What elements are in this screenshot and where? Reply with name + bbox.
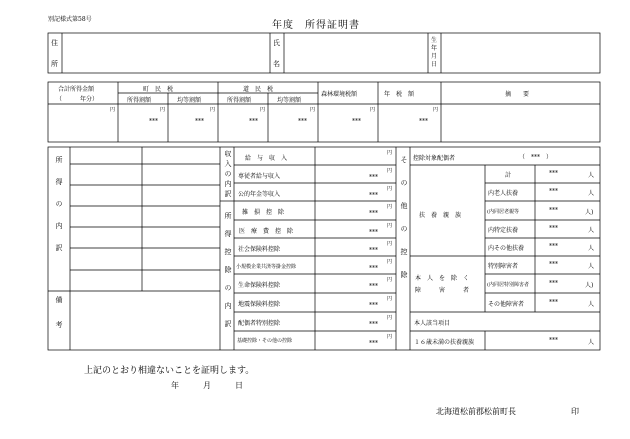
mid-value-9: *** <box>369 321 378 328</box>
other-dependent-label: 内その他扶養 <box>488 245 525 252</box>
page-title: 年度 所得証明書 <box>272 20 360 31</box>
prefectural-per-capita-value: *** <box>298 118 307 125</box>
other-dependent-value: *** <box>549 243 558 250</box>
salary-income-label: 給 与 収 入 <box>245 155 288 162</box>
mid-yen-4: 円 <box>387 223 393 229</box>
other-disabled-label: その他障害者 <box>488 301 525 308</box>
mid-yen-0: 円 <box>387 150 393 156</box>
certification-text: 上記のとおり相違ないことを証明します。 <box>84 366 255 376</box>
person-unit-7: 人) <box>585 282 594 289</box>
notes-label: 備考 <box>55 296 63 346</box>
yen-7: 円 <box>433 107 439 113</box>
person-unit-2: 人 <box>588 190 595 197</box>
yen-3: 円 <box>210 107 216 113</box>
special-dependent-value: *** <box>549 225 558 232</box>
family-employee-income-label: 専従者給与収入 <box>238 173 281 180</box>
mid-yen-6: 円 <box>387 259 393 265</box>
special-disabled-cohab-label: (内同居特別障害者 <box>487 282 529 288</box>
elderly-label: 内老人扶養 <box>488 190 519 197</box>
mid-yen-2: 円 <box>387 186 393 192</box>
social-insurance-deduction-label: 社会保険料控除 <box>238 246 281 253</box>
elderly-value: *** <box>549 188 558 195</box>
issuer-name: 北海道松前郡松前町長 <box>436 407 516 416</box>
name-label-1: 氏 <box>273 39 280 47</box>
life-insurance-deduction-label: 生命保険料控除 <box>238 282 281 289</box>
yen-1: 円 <box>110 107 116 113</box>
mid-value-7: *** <box>369 283 378 290</box>
mid-yen-10: 円 <box>387 334 393 340</box>
special-disabled-label: 特別障害者 <box>488 263 519 270</box>
spouse-label: 控除対象配偶者 <box>413 155 456 162</box>
dependents-total-label: 計 <box>505 172 512 179</box>
total-income-header: 合計所得金額 <box>58 86 95 93</box>
under16-label: １６歳未満の扶養親族 <box>414 339 475 346</box>
mid-value-8: *** <box>369 302 378 309</box>
spouse-special-deduction-label: 配偶者特別控除 <box>238 320 281 327</box>
disabled-label-2: 障 害 者 <box>415 287 470 294</box>
person-unit-5: 人 <box>588 245 595 252</box>
per-capita-header-1: 均等割額 <box>177 97 202 104</box>
person-unit-4: 人 <box>588 227 595 234</box>
person-unit-3: 人) <box>585 209 594 216</box>
elderly-cohab-value: *** <box>549 207 558 214</box>
annual-tax-header: 年 税 額 <box>384 91 415 98</box>
yen-2: 円 <box>160 107 166 113</box>
municipal-tax-header: 町 民 税 <box>143 86 174 93</box>
other-deduction-label: その他の控除 <box>400 156 408 294</box>
mid-value-2: *** <box>369 192 378 199</box>
special-disabled-value: *** <box>549 261 558 268</box>
mid-yen-5: 円 <box>387 241 393 247</box>
remarks-header: 摘 要 <box>505 91 530 98</box>
prefectural-income-value: *** <box>249 118 258 125</box>
dob-label: 生 年 月 日 <box>431 37 438 68</box>
per-capita-header-2: 均等割額 <box>277 97 302 104</box>
pension-income-label: 公的年金等収入 <box>238 191 281 198</box>
year-label: （ 年分） <box>56 96 99 103</box>
form-number: 別記様式第58号 <box>48 16 92 23</box>
elderly-cohab-label: (内同居老親等 <box>487 209 519 215</box>
casualty-deduction-label: 雑 損 控 除 <box>242 209 285 216</box>
special-dependent-label: 内特定扶養 <box>488 227 519 234</box>
under16-value: *** <box>549 337 558 344</box>
mid-value-5: *** <box>369 247 378 254</box>
yen-6: 円 <box>370 107 376 113</box>
mid-yen-3: 円 <box>387 204 393 210</box>
medical-deduction-label: 医 療 費 控 除 <box>239 228 294 235</box>
earthquake-insurance-deduction-label: 地震保険料控除 <box>238 301 281 308</box>
small-business-deduction-label: 小規模企業共済等掛金控除 <box>236 264 297 270</box>
person-unit-8: 人 <box>588 301 595 308</box>
income-section-label: 収入の内訳 <box>224 150 232 200</box>
disabled-label-1: 本 人 を 除 く <box>415 275 470 282</box>
deduction-section-label: 所得控除の内訳 <box>224 212 232 338</box>
income-breakdown-label: 所得の内訳 <box>55 156 63 266</box>
mid-yen-8: 円 <box>387 296 393 302</box>
date-line: 年 月 日 <box>171 381 243 390</box>
income-split-header-2: 所得割額 <box>227 97 252 104</box>
dependents-label: 扶 養 親 族 <box>419 212 462 219</box>
forest-tax-header: 森林環境税額 <box>321 91 358 98</box>
mid-yen-9: 円 <box>387 315 393 321</box>
yen-4: 円 <box>260 107 266 113</box>
mid-value-10: *** <box>369 340 378 347</box>
spouse-value: （ *** ） <box>519 154 553 161</box>
dependents-total-value: *** <box>549 170 558 177</box>
person-unit-9: 人 <box>588 339 595 346</box>
yen-5: 円 <box>310 107 316 113</box>
special-disabled-cohab-value: *** <box>549 280 558 287</box>
municipal-income-value: *** <box>149 118 158 125</box>
mid-yen-1: 円 <box>387 168 393 174</box>
self-applicable-label: 本人該当項目 <box>414 320 451 327</box>
mid-value-4: *** <box>369 229 378 236</box>
prefectural-tax-header: 道 民 税 <box>243 86 274 93</box>
other-disabled-value: *** <box>549 299 558 306</box>
person-unit-1: 人 <box>588 172 595 179</box>
address-label-2: 所 <box>51 60 58 68</box>
income-split-header-1: 所得割額 <box>127 97 152 104</box>
mid-value-6: *** <box>369 265 378 272</box>
address-label-1: 住 <box>51 39 58 47</box>
municipal-per-capita-value: *** <box>195 118 204 125</box>
mid-yen-7: 円 <box>387 277 393 283</box>
basic-deduction-label: 基礎控除・その他の控除 <box>237 338 293 344</box>
annual-tax-value: *** <box>419 118 428 125</box>
name-label-2: 名 <box>273 60 280 68</box>
person-unit-6: 人 <box>588 263 595 270</box>
seal-mark: 印 <box>571 407 579 416</box>
mid-value-3: *** <box>369 210 378 217</box>
forest-tax-value: *** <box>352 118 361 125</box>
mid-value-1: *** <box>369 174 378 181</box>
